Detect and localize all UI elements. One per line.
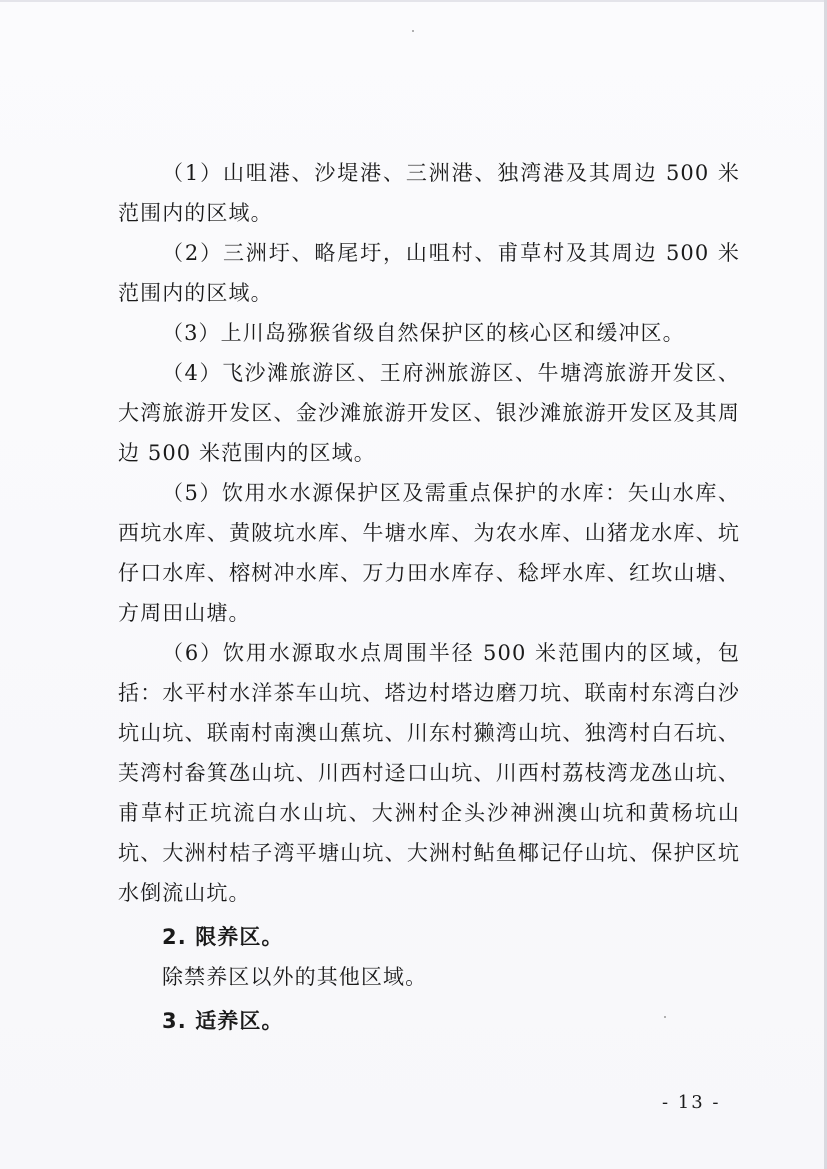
- item-paragraph-5: （5）饮用水水源保护区及需重点保护的水库：矢山水库、西坑水库、黄陂坑水库、牛塘水库、为农水库、山猪龙水库、坑仔口水库、榕树冲水库、万力田水库存、稔坪水库、红坎山塘、方周田山塘。: [118, 481, 740, 625]
- page-number: - 13 -: [662, 1092, 721, 1113]
- scan-speck: [412, 30, 414, 32]
- section-3-heading: 3. 适养区。: [162, 1009, 284, 1033]
- item-paragraph-2: （2）三洲圩、略尾圩，山咀村、甫草村及其周边 500 米范围内的区域。: [118, 241, 740, 305]
- item-paragraph-3: （3）上川岛猕猴省级自然保护区的核心区和缓冲区。: [162, 321, 685, 345]
- item-paragraph-6: （6）饮用水源取水点周围半径 500 米范围内的区域，包括：水平村水洋茶车山坑、塔边村塔边磨刀坑、联南村东湾白沙坑山坑、联南村南澳山蕉坑、川东村獭湾山坑、独湾村白石坑、芙湾村畚箕氹山坑、川西村迳口山坑、川西村荔枝湾龙氹山坑、甫草村正坑流白水山坑、大洲村企头沙神洲澳山坑和黄杨坑山坑、大洲村桔子湾平塘山坑、大洲村鲇鱼椰记仔山坑、保护区坑水倒流山坑。: [118, 641, 740, 905]
- section-2-heading: 2. 限养区。: [162, 925, 284, 949]
- item-paragraph-4: （4）飞沙滩旅游区、王府洲旅游区、牛塘湾旅游开发区、大湾旅游开发区、金沙滩旅游开发区、银沙滩旅游开发区及其周边 500 米范围内的区域。: [118, 361, 740, 465]
- page-top-edge: [0, 0, 827, 2]
- section-2-body: 除禁养区以外的其他区域。: [162, 965, 428, 989]
- item-paragraph-1: （1）山咀港、沙堤港、三洲港、独湾港及其周边 500 米范围内的区域。: [118, 161, 740, 225]
- document-body: [118, 153, 740, 1041]
